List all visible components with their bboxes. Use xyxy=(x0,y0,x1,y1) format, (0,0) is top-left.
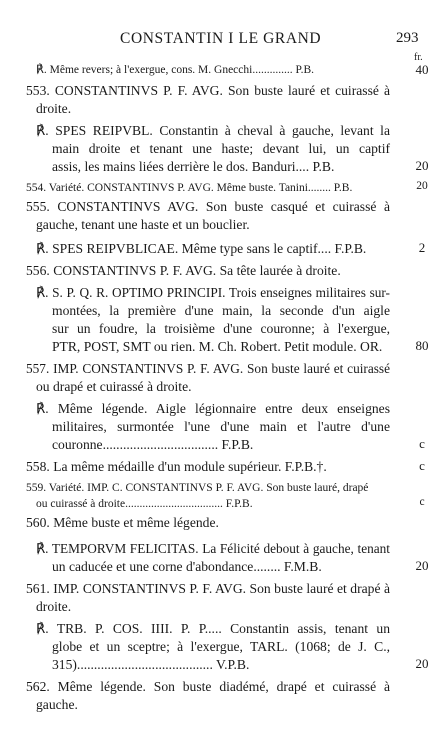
entry-line: sur un foudre, la troisième d'une couronne; à l'exergue, xyxy=(52,321,390,336)
entry-line: militaires, surmontée l'une d'une main et l'autre d'une xyxy=(52,419,390,434)
entry-line: montées, la première d'une main, la seconde d'un aigle xyxy=(52,303,390,318)
entry-line: ℟. TRB. P. COS. IIII. P. P..... Constantin assis, tenant un xyxy=(36,621,390,636)
entry-line: 554. Variété. CONSTANTINVS P. AVG. Même buste. Tanini........ P.B. xyxy=(26,182,353,194)
entry-line: assis, les mains liées derrière le dos. Banduri.... P.B. xyxy=(52,159,335,174)
entry-line: droite. xyxy=(36,101,72,116)
entry-line: ℟. SPES REIPVBLICAE. Même type sans le captif.... F.P.B. xyxy=(36,241,367,256)
value-unit-label: fr. xyxy=(414,52,423,63)
entry-line: 559. Variété. IMP. C. CONSTANTINVS P. F. AVG. Son buste lauré, drapé xyxy=(26,482,369,494)
entry-line: droite. xyxy=(36,599,72,614)
running-head xyxy=(0,30,446,50)
entry-line: ou drapé et cuirassé à droite. xyxy=(36,379,192,394)
entry-line: 555. CONSTANTINVS AVG. Son buste casqué et cuirassé à xyxy=(26,199,390,214)
entry-value: 20 xyxy=(415,656,429,671)
entry-line: 561. IMP. CONSTANTINVS P. F. AVG. Son buste lauré et drapé à xyxy=(26,581,390,596)
entry-line: 315)........................................ V.P.B. xyxy=(52,657,250,672)
entry-line: main droite et tenant une haste; devant lui, un captif xyxy=(52,141,390,156)
entry-line: couronne.................................. F.P.B. xyxy=(52,437,254,452)
entry-line: gauche, tenant une haste et un bouclier. xyxy=(36,217,250,232)
entry-value: 20 xyxy=(415,158,429,173)
entry-value: 80 xyxy=(415,338,429,353)
entry-value: 2 xyxy=(418,240,426,255)
entry-line: gauche. xyxy=(36,697,78,712)
entry-line: un caducée et une corne d'abondance........ F.M.B. xyxy=(52,559,322,574)
entry-line: ℟. S. P. Q. R. OPTIMO PRINCIPI. Trois enseignes militaires sur- xyxy=(36,285,390,300)
entry-line: globe et un sceptre; à l'exergue, TARL. (1068; de J. C., xyxy=(52,639,390,654)
entry-line: ℟. Même légende. Aigle légionnaire entre deux enseignes xyxy=(36,401,390,416)
entry-value: 20 xyxy=(415,558,429,573)
page-number: 293 xyxy=(396,30,419,46)
entry-line: ℟. SPES REIPVBL. Constantin à cheval à gauche, levant la xyxy=(36,123,390,138)
entry-value: c xyxy=(419,436,425,451)
entry-line: ℟. TEMPORVM FELICITAS. La Félicité debout à gauche, tenant xyxy=(36,541,390,556)
entry-line: 556. CONSTANTINVS P. F. AVG. Sa tête laurée à droite. xyxy=(26,263,341,278)
entry-line: 553. CONSTANTINVS P. F. AVG. Son buste lauré et cuirassé à xyxy=(26,83,390,98)
entry-line: 560. Même buste et même légende. xyxy=(26,515,219,530)
entry-line: PTR, POST, SMT ou rien. M. Ch. Robert. Petit module. OR. xyxy=(52,339,383,354)
entry-line: 558. La même médaille d'un module supérieur. F.P.B.†. xyxy=(26,459,327,474)
entry-value: 40 xyxy=(415,62,429,77)
entry-line: 557. IMP. CONSTANTINVS P. F. AVG. Son buste lauré et cuirassé xyxy=(26,361,390,376)
entry-value: c xyxy=(419,496,425,508)
entry-value: c xyxy=(419,458,425,473)
entry-value: 20 xyxy=(416,180,428,192)
page-title: CONSTANTIN I LE GRAND xyxy=(120,30,322,47)
entry-line: 562. Même légende. Son buste diadémé, drapé et cuirassé à xyxy=(26,679,390,694)
entry-line: ou cuirassé à droite.................................. F.P.B. xyxy=(36,498,253,510)
entry-line: ℟. Même revers; à l'exergue, cons. M. Gnecchi.............. P.B. xyxy=(36,64,314,76)
